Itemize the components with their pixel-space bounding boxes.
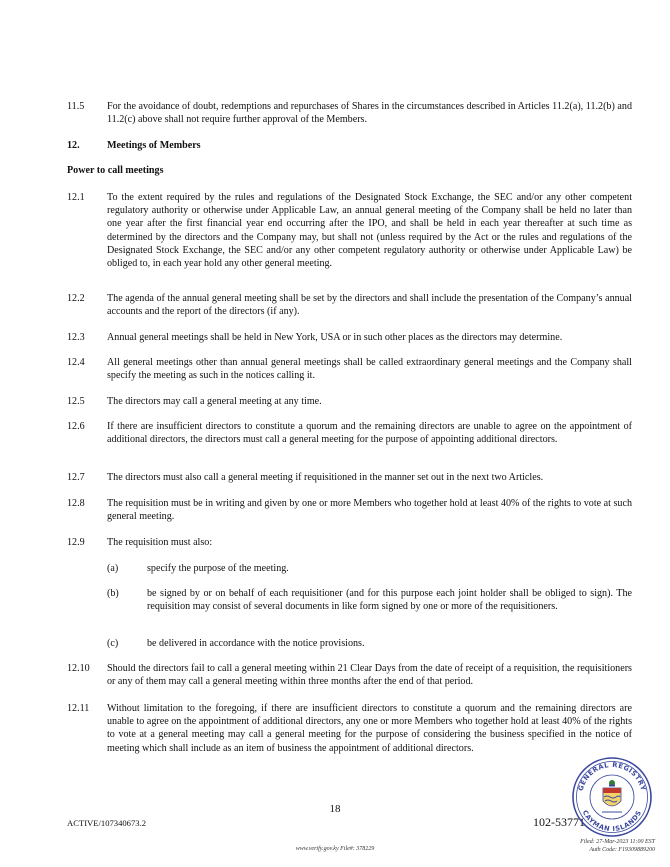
paragraph-number: 12.7 (67, 472, 85, 483)
coat-of-arms-icon (602, 780, 622, 812)
paragraph-text: All general meetings other than annual general meetings shall be called extraordinary general meetings and the Company shall specify the meeting as such in the notices calling it. (107, 357, 632, 382)
paragraph-11-5 (67, 100, 632, 126)
section-number: 12. (67, 140, 80, 151)
paragraph-number: 12.2 (67, 293, 85, 304)
paragraph-number: 12.11 (67, 703, 90, 714)
paragraph-12-5 (67, 395, 632, 408)
section-heading-12 (67, 140, 201, 151)
paragraph-12-1 (67, 191, 632, 270)
svg-text:GENERAL REGISTRY (577, 761, 648, 792)
paragraph-12-11 (67, 702, 632, 755)
paragraph-number: 12.10 (67, 663, 90, 674)
subparagraph-text: be delivered in accordance with the notice provisions. (147, 638, 365, 649)
paragraph-12-2 (67, 292, 632, 318)
paragraph-number: 12.1 (67, 192, 85, 203)
paragraph-text: If there are insufficient directors to constitute a quorum and the remaining directors are unable to agree on the appointment of additional directors, the directors must call a general meeting for the purpose of appointing additional directors. (107, 421, 632, 446)
paragraph-text: The directors must also call a general meeting if requisitioned in the manner set out in the next two Articles. (107, 472, 544, 483)
auth-code: Auth Code: F19309889200 (589, 847, 655, 853)
page-number: 18 (329, 803, 341, 815)
paragraph-number: 12.8 (67, 498, 85, 509)
subparagraph-a (107, 562, 632, 575)
paragraph-number: 12.6 (67, 421, 85, 432)
section-title: Meetings of Members (107, 140, 201, 151)
verify-website: www.verify.gov.ky File#: 378229 (295, 846, 375, 852)
document-number: 102-53771 (533, 815, 585, 829)
seal-top-text: GENERAL REGISTRY (576, 760, 648, 792)
seal-bottom-text: CAYMAN ISLANDS (580, 808, 644, 834)
subparagraph-b (107, 587, 632, 613)
paragraph-text: Annual general meetings shall be held in New York, USA or in such other places as the directors may determine. (107, 332, 563, 343)
subheading: Power to call meetings (67, 165, 164, 176)
paragraph-12-9 (67, 536, 632, 549)
paragraph-text: Without limitation to the foregoing, if there are insufficient directors to constitute a quorum and the remaining directors are unable to agree on the appointment of additional directors, any one or more Members who together hold at least 40% of the rights to vote at a general meeting may call a general meeting for the purpose of considering the business specified in the notice of meeting which shall include as an item of business the appointment of additional directors. (107, 703, 632, 754)
paragraph-text: To the extent required by the rules and regulations of the Designated Stock Exchange, the SEC and/or any other competent regulatory authority or otherwise under Applicable Law, an annual general meeting of the Company shall be held no later than one year after the first financial year end occurring after the IPO, and shall be held in each year thereafter at such time as determined by the directors and the Company may, but shall not (unless required by the Act or the rules and regulations of the Designated Stock Exchange, the SEC and/or any other competent regulatory authority or otherwise under Applicable Law) be obliged to, in each year hold any other general meeting. (107, 192, 632, 270)
paragraph-12-10 (67, 662, 632, 688)
paragraph-12-3 (67, 331, 632, 344)
subparagraph-c (107, 637, 632, 650)
subparagraph-number: (a) (107, 563, 119, 574)
subparagraph-text: specify the purpose of the meeting. (147, 563, 289, 574)
paragraph-12-7 (67, 471, 632, 484)
paragraph-text: Should the directors fail to call a general meeting within 21 Clear Days from the date of receipt of a requisition, the requisitioners or any of them may call a general meeting within three months after the end of that period. (107, 663, 632, 688)
paragraph-text: The agenda of the annual general meeting shall be set by the directors and shall include the presentation of the Company’s annual accounts and the report of the directors (if any). (107, 293, 632, 318)
document-reference: ACTIVE/107340673.2 (67, 818, 147, 828)
paragraph-text: The requisition must also: (107, 537, 213, 548)
paragraph-12-6 (67, 420, 632, 446)
paragraph-number: 12.5 (67, 396, 85, 407)
subparagraph-number: (c) (107, 638, 119, 649)
paragraph-number: 11.5 (67, 101, 85, 112)
paragraph-12-8 (67, 497, 632, 523)
subparagraph-number: (b) (107, 588, 119, 599)
paragraph-text: For the avoidance of doubt, redemptions and repurchases of Shares in the circumstances described in Articles 11.2(a), 11.2(b) and 11.2(c) above shall not require further approval of the Members. (107, 101, 632, 126)
paragraph-number: 12.4 (67, 357, 85, 368)
general-registry-seal (571, 756, 653, 838)
paragraph-number: 12.9 (67, 537, 85, 548)
paragraph-text: The directors may call a general meeting at any time. (107, 396, 322, 407)
paragraph-number: 12.3 (67, 332, 85, 343)
subparagraph-text: be signed by or on behalf of each requisitioner (and for this purpose each joint holder shall be obliged to sign). The requisition may consist of several documents in like form signed by one or more of the requisitioners. (147, 588, 632, 613)
filed-date: Filed: 27-Mar-2023 11:00 EST (580, 839, 655, 845)
paragraph-12-4 (67, 356, 632, 382)
paragraph-text: The requisition must be in writing and given by one or more Members who together hold at least 40% of the rights to vote at such general meeting. (107, 498, 632, 523)
